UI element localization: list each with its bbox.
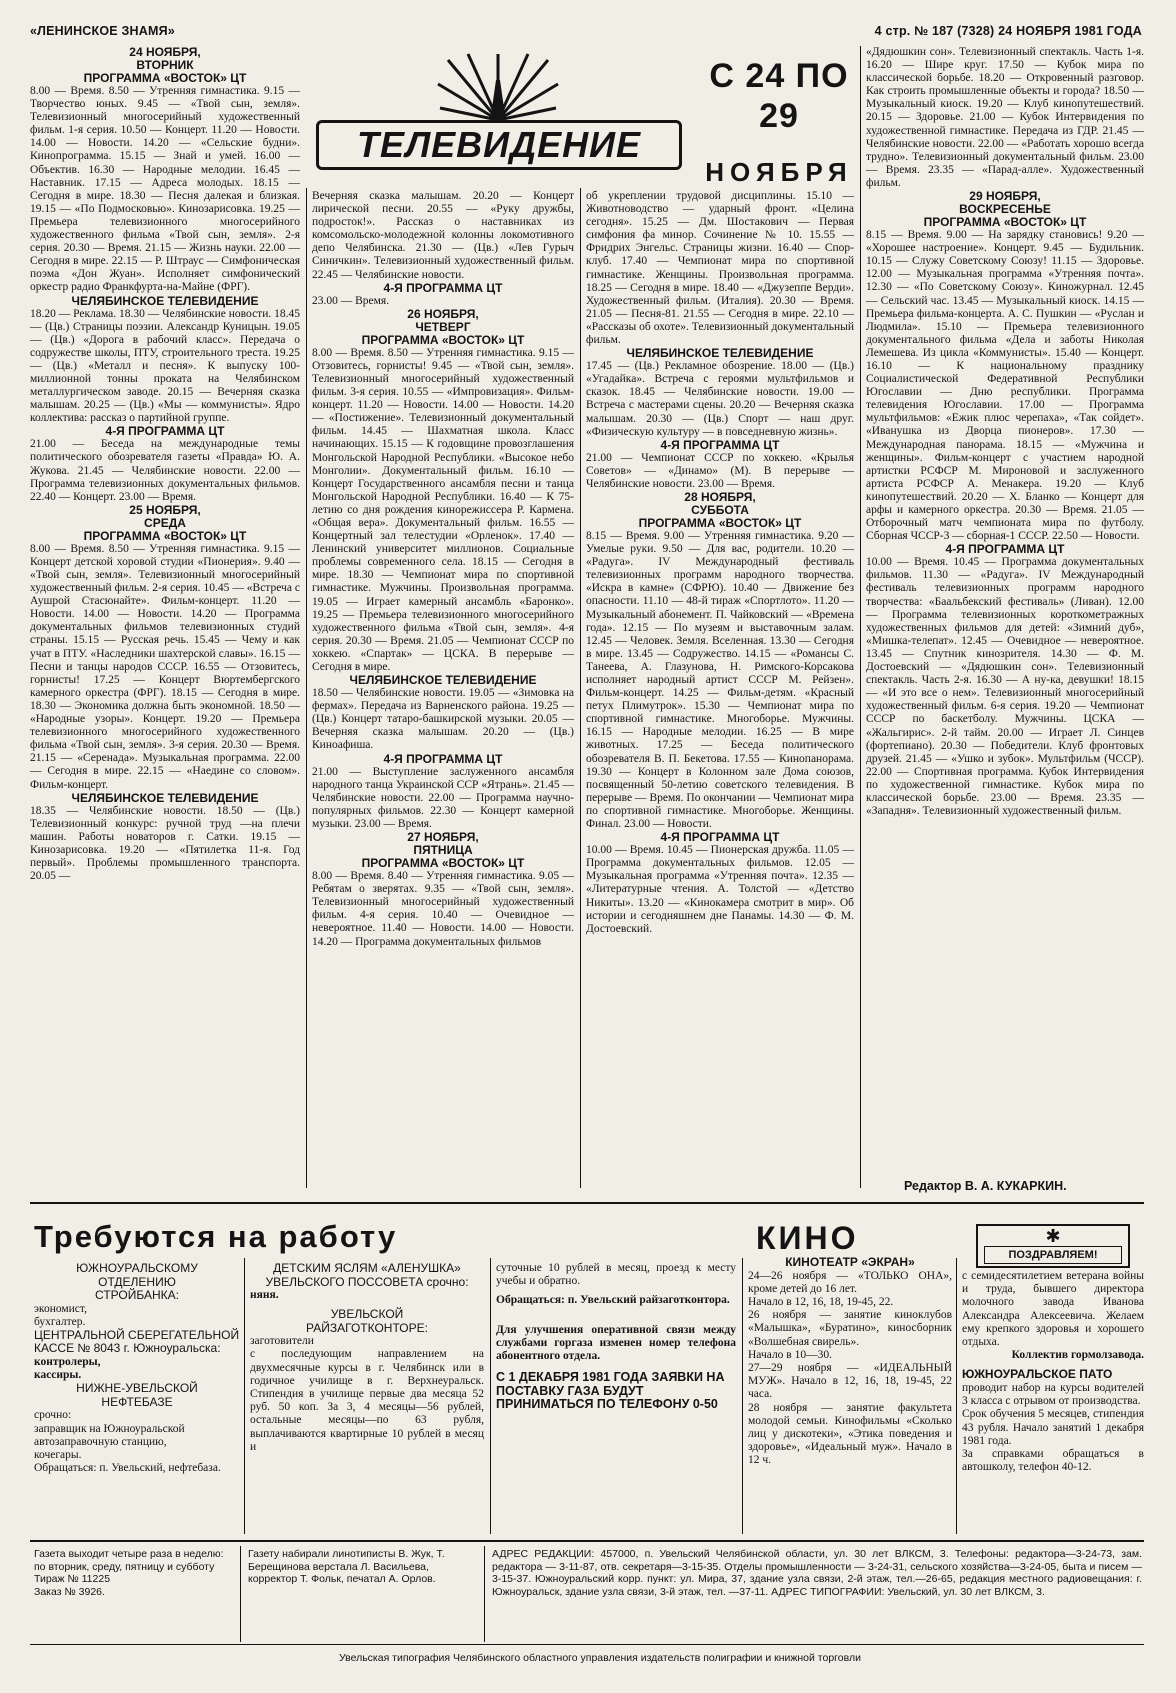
schedule-heading: ПРОГРАММА «ВОСТОК» ЦТ <box>83 528 247 543</box>
schedule-column-2 <box>312 190 577 1178</box>
pato-heading: ЮЖНОУРАЛЬСКОЕ ПАТО <box>962 1367 1113 1382</box>
schedule-column-3 <box>586 190 857 1178</box>
gas-notice-phone: С 1 ДЕКАБРЯ 1981 ГОДА ЗАЯВКИ НА ПОСТАВКУ ГАЗА БУДУТ ПРИНИМАТЬСЯ ПО ТЕЛЕФОНУ 0-50 <box>496 1370 728 1412</box>
schedule-heading: ЧЕЛЯБИНСКОЕ ТЕЛЕВИДЕНИЕ <box>71 293 259 308</box>
ad-body: срочно: заправщик на Южноуральской автозаправочную станцию, кочегары. <box>34 1409 185 1461</box>
congrats-box <box>976 1224 1130 1268</box>
schedule-text: 23.00 — Время. <box>312 294 390 307</box>
schedule-heading: 24 НОЯБРЯ, ВТОРНИК <box>129 45 201 72</box>
schedule-heading: 27 НОЯБРЯ, ПЯТНИЦА <box>407 830 479 858</box>
schedule-heading: ПРОГРАММА «ВОСТОК» ЦТ <box>638 515 802 530</box>
schedule-text: 21.00 — Беседа на международные темы политического обозревателя газеты «Правда» Ю. А. Жукова. 21.45 — Челябинские новости. 22.00 — Программа телевизионных документальных фильмов. 22.40 — Концерт. 23.00 — Время. <box>30 438 303 503</box>
schedule-text: 10.00 — Время. 10.45 — Программа документальных фильмов. 11.30 — «Радуга». IV Международный фестиваль телевизионных программ народного творчества: «Баальбекский фестиваль» (Ливан). 12.00 — Программа телевизионных короткометражных художественных фильмов для детей: «Зимний дуб», «Мишка-телепат». 12.45 — Очевидное — невероятное. 13.45 — Спутник кинозрителя. 14.30 — Ф. М. Достоевский — «Дядюшкин сон». Телевизионный спектакль. Часть 2-я. 16.30 — А ну-ка, девушки! 18.15 — «И это все о нем». Телевизионный многосерийный художественный фильм. 6-я серия. 19.20 — Чемпионат СССР по баскетболу. Мужчины. ЦСКА — «Жальгирис». 2-й тайм. 20.00 — Играет Л. Синцев (фортепиано). 20.30 — Победители. Клуб фронтовых друзей. 21.45 — «Ушко и зубок». Мультфильм (ЧССР). 22.00 — Спортивная программа. Кубок Интервидения по художественной гимнастике. Кубок мира по классической борьбе. 23.00 — Время. 23.35 — «Западня». Телевизионный художественный фильм. <box>866 556 1147 818</box>
ad-body: няня. <box>250 1289 279 1301</box>
congrats-body: с семидесятилетием ветерана войны и труда, бывшего директора молочного завода Иванова Александра Алексеевича. Желаем ему крепкого здоровья и хорошего отдыха. <box>962 1270 1147 1349</box>
congrats-and-school <box>962 1270 1147 1532</box>
cinema-title: КИНО <box>756 1220 859 1256</box>
schedule-text: об укреплении трудовой дисциплины. 15.10 — Животноводство — ударный фронт. «Целина сегодня». 15.25 — Дм. Шостакович — Первая симфония фа минор. Сочинение № 10. 15.55 — Фридрих Энгельс. Страницы жизни. 16.40 — Спор-клуб. 17.40 — Чемпионат мира по спортивной гимнастике. Женщины. Произвольная программа. 18.25 — Сегодня в мире. 18.40 — «Джузеппе Верди». Художественный фильм. (Италия). 20.30 — Время. 21.05 — Песня-81. 21.55 — Сегодня в мире. 22.10 — «Рассказы об охоте». Телевизионный документальный фильм. <box>586 190 857 347</box>
footer-rule-v <box>484 1546 485 1642</box>
issue-line: 4 стр. № 187 (7328) 24 НОЯБРЯ 1981 ГОДА <box>874 24 1142 38</box>
schedule-heading: ПРОГРАММА «ВОСТОК» ЦТ <box>361 856 525 871</box>
schedule-heading: 4-Я ПРОГРАММА ЦТ <box>383 751 503 766</box>
job-ad-nursery <box>250 1262 484 1532</box>
typesetters-info <box>248 1548 476 1644</box>
pato-body: проводит набор на курсы водителей 3 класса с отрывом от производства. Срок обучения 5 месяцев, стипендия 43 рубля. Начало занятий 1 декабря 1981 года. За справками обращаться в автошколу, телефон 40-12. <box>962 1381 1144 1474</box>
schedule-heading: 4-Я ПРОГРАММА ЦТ <box>660 830 780 845</box>
column-rule <box>580 188 581 1188</box>
newspaper-name: «ЛЕНИНСКОЕ ЗНАМЯ» <box>30 24 175 38</box>
editorial-address-text: АДРЕС РЕДАКЦИИ: 457000, п. Увельский Челябинской области, ул. 30 лет ВЛКСМ, 3. Телефоны: редактора—3-24-73, зам. редактора — 3-11-87, отв. секретаря—3-15-35. Отделы промышленности — 3-24-31, сельского хозяйства—3-24-05, быта и писем — 3-15-37. Южноуральский корр. пункт: ул. Мира, 37, здание узла связи, 2-й этаж, тел.—26-65, редакция местного радиовещания: г. Южноуральск, здание узла связи, 3-й этаж, тел. —37-11. АДРЕС ТИПОГРАФИИ: Увельский, ул. 30 лет ВЛКСМ, 3. <box>492 1548 1145 1598</box>
cinema-body: 24—26 ноября — «ТОЛЬКО ОНА», кроме детей до 16 лет. Начало в 12, 16, 18, 19-45, 22. 26 ноября — занятие киноклубов «Малышка», «Буратино», киносборник «Волшебная свирель». Начало в 10—30. 27—29 ноября — «ИДЕАЛЬНЫЙ МУЖ». Начало в 12, 16, 18, 19-45, 22 часа. 28 ноября — занятие факультета молодой семьи. Кинофильмы «Сколько лиц у дискотеки», «Этика поведения и здоровье», «Идеальный муж». Начало в 12 ч. <box>748 1269 952 1467</box>
ad-contact: Обращаться: п. Увельский райзаготконтора. <box>496 1294 730 1307</box>
schedule-text: 8.15 — Время. 9.00 — На зарядку становись! 9.20 — «Хорошее настроение». Концерт. 9.45 — Будильник. 10.15 — Служу Советскому Союзу! 11.15 — Здоровье. 12.00 — Музыкальная программа «Утренняя почта». 12.30 — «По Советскому Союзу». Киножурнал. 12.45 — Сельский час. 13.45 — Музыкальный киоск. 14.15 — Премьера фильма-концерта. А. С. Пушкин — «Руслан и Людмила». 15.10 — Премьера телевизионного документального фильма «Дела и заботы Николая Лемешева. Из цикла «Коммунисты». 15.40 — Концерт. 16.10 — К национальному празднику Социалистической Федеративной Республики Югославии — Дню республики. Программа телевидения Югославии. 17.00 — Программа мультфильмов: «Ежик плюс черепаха», «Так сойдет». «Иванушка из Дворца пионеров». 17.30 — Международная панорама. 18.15 — «Мужчина и женщины». Фильм-концерт с участием народной артистки РСФСР М. Мироновой и заслуженного артиста РСФСР А. Менакера. 19.20 — Клуб кинопутешествий. 20.20 — Х. Бланко — Концерт для арфы и камерного оркестра. 20.30 — Время. 21.05 — Отборочный матч чемпионата мира по футболу. Сборная ЧССР-3 — сборная-1 СССР. 22.50 — Новости. <box>866 229 1147 543</box>
footer-rule <box>30 1540 1144 1542</box>
schedule-heading: 4-Я ПРОГРАММА ЦТ <box>105 424 225 439</box>
date-range <box>704 56 854 192</box>
jobs-title: Требуются на работу <box>34 1219 398 1254</box>
printer-line: Увельская типография Челябинского областного управления издательств полиграфии и книжной торговли <box>339 1652 861 1664</box>
page-header <box>30 24 1142 42</box>
ad-body: суточные 10 рублей в месяц, проезд к месту учебы и обратно. <box>496 1262 739 1288</box>
job-ad-stroibank <box>34 1261 243 1532</box>
schedule-text: 21.00 — Выступление заслуженного ансамбля народного танца Украинской ССР «Ятрань». 21.45 — Челябинские новости. 22.00 — Программа научно-популярных фильмов. 22.30 — Концерт камерной музыки. 23.00 — Время. <box>312 765 577 830</box>
tv-masthead <box>312 46 854 186</box>
schedule-heading: ПРОГРАММА «ВОСТОК» ЦТ <box>361 332 525 347</box>
column-rule <box>306 188 307 1188</box>
schedule-text: 17.45 — (Цв.) Рекламное обозрение. 18.00 — (Цв.) «Угадайка». Встреча с героями мультфильмов и сказок. 18.45 — Челябинские новости. 19.00 — Встреча с мастерами сцены. 20.20 — Вечерняя сказка малышам. 20.30 — (Цв.) Спорт — наш друг. «Физическую культуру — в повседневную жизнь». <box>586 360 857 438</box>
cinema-name: КИНОТЕАТР «ЭКРАН» <box>785 1255 915 1269</box>
ad-heading: НИЖНЕ-УВЕЛЬСКОЙ НЕФТЕБАЗЕ <box>76 1381 198 1409</box>
date-range-month: НОЯБРЯ <box>705 157 853 187</box>
schedule-heading: ПРОГРАММА «ВОСТОК» ЦТ <box>923 215 1087 230</box>
schedule-text: Вечерняя сказка малышам. 20.20 — Концерт лирической песни. 20.55 — «Руку дружбы, подросток!». Рассказ о наставниках из комсомольско-молодежной колонны локомотивного депо Челябинска. 21.30 — (Цв.) «Лев Гурыч Синичкин». Телевизионный художественный фильм. 22.45 — Челябинские новости. <box>312 190 577 281</box>
schedule-column-1 <box>30 45 303 1178</box>
footer-rule-v <box>240 1546 241 1642</box>
ad-heading: ЦЕНТРАЛЬНОЙ СБЕРЕГАТЕЛЬНОЙ КАССЕ № 8043 г. Южноуральска: <box>34 1327 243 1356</box>
ad-rule <box>956 1258 957 1534</box>
schedule-heading: 25 НОЯБРЯ, СРЕДА <box>129 502 201 530</box>
schedule-heading: 4-Я ПРОГРАММА ЦТ <box>660 437 780 452</box>
schedule-text: 18.35 — Челябинские новости. 18.50 — (Цв.) Телевизионный конкурс: ручной труд —на плечи машин. Работы новаторов г. Сатки. 19.15 — Кинозарисовка. 19.20 — «Пятилетка 11-я. Год первый». Проблемы промышленного транспорта. 20.05 — <box>30 804 303 883</box>
column-rule <box>860 46 861 1188</box>
schedule-heading: 4-Я ПРОГРАММА ЦТ <box>383 280 503 295</box>
schedule-column-4 <box>866 46 1147 1174</box>
schedule-text: 8.00 — Время. 8.50 — Утренняя гимнастика. 9.15 —Творчество юных. 9.45 — «Твой сын, земля». Телевизионный многосерийный художественный фильм. 1-я серия. 10.50 — Концерт. 11.20 — Новости. 14.00 — Новости. 14.20 — «Сельские будни». Кинопрограмма. 15.15 — Знай и умей. 16.00 — Объектив. 16.30 — Народные мелодии. 16.45 — Наставник. 17.15 — Адреса молодых. 18.15 — Сегодня в мире. 18.30 — Песня далекая и близкая. 19.15 — «По Подмосковью». Кинозарисовка. 19.25 — Премьера телевизионного многосерийного художественного фильма «Твой сын, земля». 2-я серия. 20.30 — Время. 21.15 — Жизнь науки. 22.00 — Сегодня в мире. 22.15 — Р. Штраус — Симфоническая поэма «Дон Жуан». Исполняет симфонический оркестр радио Франкфурта-на-Майне (ФРГ). <box>30 85 303 294</box>
schedule-heading: ПРОГРАММА «ВОСТОК» ЦТ <box>83 71 247 85</box>
schedule-heading: 4-Я ПРОГРАММА ЦТ <box>945 542 1065 557</box>
ad-body: контролеры, кассиры. <box>34 1355 101 1382</box>
tv-tower-icon <box>438 50 558 122</box>
editorial-address <box>492 1548 1145 1644</box>
schedule-text: 8.15 — Время. 9.00 — Утренняя гимнастика. 9.20 — Умелые руки. 9.50 — Для вас, родители. 10.20 — «Радуга». IV Международный фестиваль телевизионных программ народного творчества. «Искра в камне» (СФРЮ). 10.40 — Движение без опасности. 11.10 — 48-й тираж «Спортлото». 11.20 — Музыкальный абонемент. П. Чайковский — «Времена года». 12.15 — По музеям и выставочным залам. 12.45 — Человек. Земля. Вселенная. 13.30 — Сегодня в мире. 13.45 — Содружество. 14.15 — «Романсы С. Танеева, А. Глазунова, Н. Римского-Корсакова исполняет народный артист СССР М. Рейзен». Фильм-концерт. 14.25 — Фильм-детям. «Красный петух Плимутрок». 15.30 — Чемпионат мира по спортивной гимнастике. Многоборье. Мужчины. 16.15 — Народные мелодии. 16.25 — В мире животных. 17.25 — Беседа политического обозревателя В. П. Бекетова. 17.55 — Кинопанорама. 19.30 — Концерт в Колонном зале Дома союзов, посвященный 50-летию советского телевидения. В перерыве — Время. По окончании — Чемпионат мира по спортивной гимнастике. Многоборье. Женщины. Финал. 23.00 — Новости. <box>586 529 857 831</box>
ad-heading: ЮЖНОУРАЛЬСКОМУ ОТДЕЛЕНИЮ СТРОЙБАНКА: <box>76 1261 198 1302</box>
job-ad-cont-and-gas <box>496 1262 739 1532</box>
issue-info <box>34 1548 230 1644</box>
schedule-heading: 26 НОЯБРЯ, ЧЕТВЕРГ <box>407 306 479 334</box>
ad-contact: Обращаться: п. Увельский, нефтебаза. <box>34 1462 221 1475</box>
schedule-text: 21.00 — Чемпионат СССР по хоккею. «Крылья Советов» — «Динамо» (М). В перерыве — Челябинские новости. 23.00 — Время. <box>586 451 857 490</box>
schedule-text: 8.00 — Время. 8.50 — Утренняя гимнастика. 9.15 — Отзовитесь, горнисты! 9.45 — «Твой сын, земля». Телевизионный многосерийный художественный фильм. 3-я серия. 10.55 — «Импровизация». Фильм-концерт. 11.20 — Новости. 14.00 — Новости. 14.20 — «Постижение». Телевизионный документальный фильм. 14.45 — Шахматная школа. Класс начинающих. 15.15 — К годовщине провозглашения Монгольской Народной Республики. «Высокое небо Монголии». Документальный фильм. 16.10 — Концерт Государственного ансамбля песни и танца Монгольской Народной Республики. 16.40 — К 75-летию со дня рождения кинорежиссера Р. Кармена. «Общая вера». Документальный фильм. 16.55 — Концертный зал телестудии «Орленок». 17.40 — Ленинский университет миллионов. Социальные проблемы современного села. 18.15 — Сегодня в мире. 18.30 — Чемпионат мира по спортивной гимнастике. Мужчины. Произвольная программа. 19.05 — Играет камерный ансамбль «Баронко». 19.25 — Премьера телевизионного многосерийного художественного фильма «Твой сын, земля». 4-я серия. 20.30 — Время. 21.05 — Чемпионат СССР по хоккею. «Спартак» — ЦСКА. В перерыве — Сегодня в мире. <box>312 346 577 673</box>
typesetters-text: Газету набирали линотиписты В. Жук, Т. Берещинова верстала Л. Васильева, корректор Т. Фольк, печатал А. Орлов. <box>248 1548 448 1585</box>
schedule-text: 8.00 — Время. 8.50 — Утренняя гимнастика. 9.15 — Концерт детской хоровой студии «Пионерия». 9.40 — «Твой сын, земля». Телевизионный многосерийный художественный фильм. 2-я серия. 10.45 — «Встреча с Аушрой Стасюнайте». Фильм-концерт. 11.20 — Новости. 14.00 — Новости. 14.20 — Программа документальных фильмов телевизионных студий страны. 15.15 — Русская речь. 15.45 — Чему и как учат в ПТУ. «Наследники шахтерской славы». 16.15 — Песни и танцы народов СССР. 16.55 — Отзовитесь, горнисты! 17.25 — Концерт Вюртембергского камерного оркестра (ФРГ). 18.15 — Сегодня в мире. 18.30 — Экономика должна быть экономной. 18.50 — «Народные узоры». Концерт. 19.20 — Премьера телевизионного многосерийного художественного фильма «Твой сын, земля». 3-я серия. 20.30 — Время. 21.15 — «Серенада». Музыкальная программа. 22.00 — Сегодня в мире. 22.15 — «Наедине со словом». Фильм-концерт. <box>30 542 303 791</box>
ad-rule <box>244 1258 245 1534</box>
schedule-heading: 29 НОЯБРЯ, ВОСКРЕСЕНЬЕ <box>959 189 1051 217</box>
ad-rule <box>490 1258 491 1534</box>
schedule-text: 8.00 — Время. 8.40 — Утренняя гимнастика. 9.05 — Ребятам о зверятах. 9.35 — «Твой сын, земля». Телевизионный многосерийный художественный фильм. 4-я серия. 10.40 — Очевидное — невероятное. 11.40 — Новости. 14.00 — Новости. 14.20 — Программа документальных фильмов <box>312 870 577 948</box>
ad-heading: УВЕЛЬСКОЙ РАЙЗАГОТКОНТОРЕ: <box>306 1307 428 1335</box>
schedule-heading: ЧЕЛЯБИНСКОЕ ТЕЛЕВИДЕНИЕ <box>71 790 259 805</box>
star-icon: ✱ <box>1045 1226 1061 1246</box>
schedule-text: 18.20 — Реклама. 18.30 — Челябинские новости. 18.45 — (Цв.) Страницы поэзии. Александр Куницын. 19.05 — (Цв.) «Дорога в рабочий класс». Передача о содружестве школы, ПТУ, строительного треста. 19.25 — (Цв.) «Металл и песня». К выпуску 100-миллионной тонны проката на Челябинском металлургическом заводе. 20.15 — Вечерняя сказка малышам. 20.25 — (Цв.) «Мы — коммунисты». Ядро коллектива: рассказ о партийной группе. <box>30 307 303 425</box>
congrats-sign: Коллектив гормолзавода. <box>1011 1349 1144 1362</box>
issue-info-text: Газета выходит четыре раза в неделю: по вторник, среду, пятницу и субботу Тираж № 11225 Заказ № 3926. <box>34 1548 224 1598</box>
cinema-schedule <box>748 1256 952 1532</box>
ad-body: заготовители с последующим направлением на двухмесячные курсы в г. Челябинск или в годичное училище в г. Верхнеуральск. Стипендия в училище первые два месяца 52 руб. 50 коп. За 3, 4 месяцы—56 рублей, остальные месяцы—по 63 рубля, выплачиваются квартирные 10 рублей в месяц и <box>250 1335 484 1453</box>
schedule-text: 10.00 — Время. 10.45 — Пионерская дружба. 11.05 — Программа документальных фильмов. 12.05 — Музыкальная программа «Утренняя почта». 12.35 — «Литературные чтения. А. Толстой — «Детство Никиты». 13.20 — «Кинокамера смотрит в мир». Об истории и сегодняшнем дне Панамы. 14.30 — Ф. М. Достоевский. <box>586 844 857 935</box>
schedule-heading: 28 НОЯБРЯ, СУББОТА <box>684 489 756 517</box>
ad-body: экономист, бухгалтер. <box>34 1302 87 1328</box>
ad-heading: ДЕТСКИМ ЯСЛЯМ «АЛЕНУШКА» УВЕЛЬСКОГО ПОССОВЕТА срочно: <box>265 1261 469 1289</box>
editor-signature: Редактор В. А. КУКАРКИН. <box>904 1179 1067 1193</box>
tv-title: ТЕЛЕВИДЕНИЕ <box>316 120 682 170</box>
schedule-heading: ЧЕЛЯБИНСКОЕ ТЕЛЕВИДЕНИЕ <box>349 673 537 688</box>
gas-notice: Для улучшения оперативной связи между службами горгаза изменен номер телефона абонентного отдела. <box>496 1323 739 1363</box>
section-rule <box>30 1202 1144 1204</box>
schedule-text: «Дядюшкин сон». Телевизионный спектакль. Часть 1-я. 16.20 — Шире круг. 17.50 — Кубок мира по классической борьбе. 18.20 — Откровенный разговор. Как строить промышленные объекты и города? 18.50 — Музыкальный киоск. 19.20 — Клуб кинопутешествий. 20.15 — Здоровье. 21.00 — Кубок Интервидения по художественной гимнастике. Передача из ГДР. 21.45 — Челябинские новости. 22.00 — «Работать хорошо всегда трудно». Телевизионный документальный фильм. 23.00 — Время. 23.35 — «Парад-алле». Художественный фильм. <box>866 46 1147 189</box>
schedule-text: 18.50 — Челябинские новости. 19.05 — «Зимовка на фермах». Передача из Варненского района. 19.25 — (Цв.) Концерт татаро-башкирской музыки. 20.05 — Вечерняя сказка малышам. 20.20 — (Цв.) Киноафиша. <box>312 687 577 752</box>
ad-rule <box>742 1258 743 1534</box>
footer-rule-bottom <box>30 1644 1144 1645</box>
schedule-heading: ЧЕЛЯБИНСКОЕ ТЕЛЕВИДЕНИЕ <box>626 346 814 361</box>
congrats-label: ПОЗДРАВЛЯЕМ! <box>984 1246 1122 1264</box>
date-range-days: С 24 ПО 29 <box>709 57 849 135</box>
